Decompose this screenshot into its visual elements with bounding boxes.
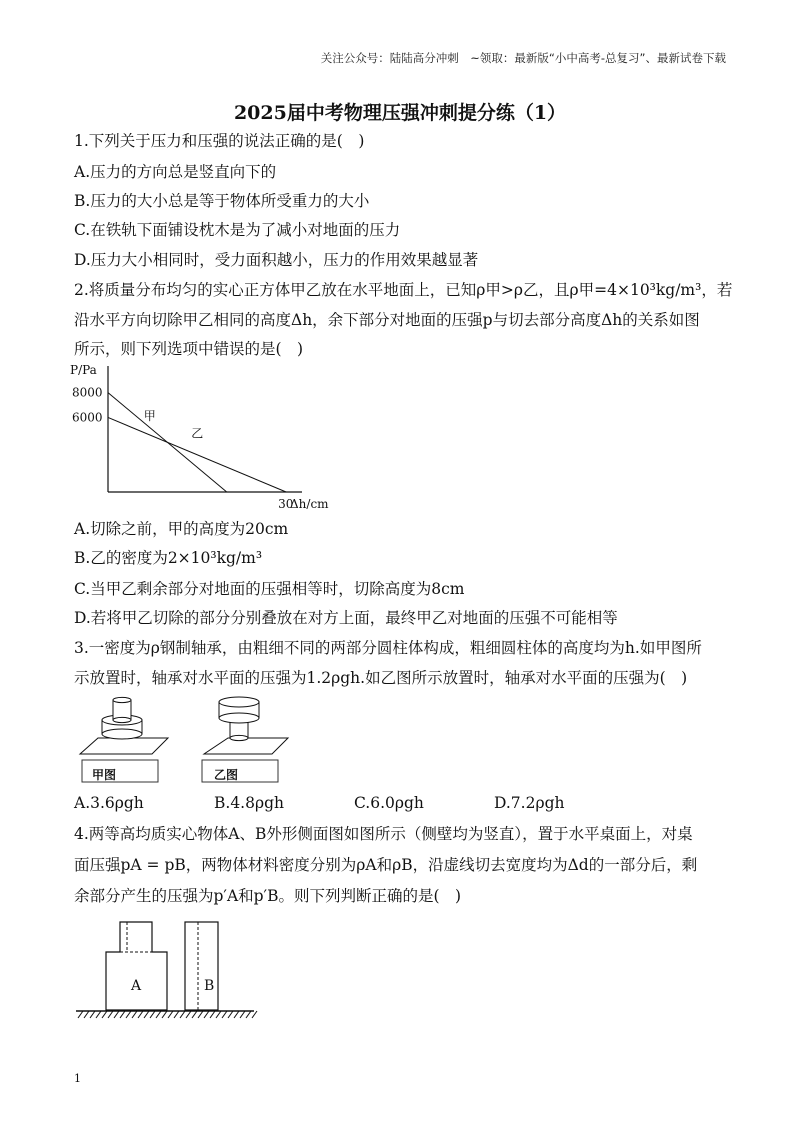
page-number: 1 <box>74 1072 81 1085</box>
q4-stem-line2: 面压强pA = pB，两物体材料密度分别为ρA和ρB，沿虚线切去宽度均为Δd的一部分后，剩 <box>74 856 698 874</box>
q1-option-a: A.压力的方向总是竖直向下的 <box>74 163 277 181</box>
y-axis-label: P/Pa <box>70 363 97 377</box>
q1-option-b: B.压力的大小总是等于物体所受重力的大小 <box>74 192 370 210</box>
ground-hatch-mark <box>174 1011 179 1018</box>
ground-hatch-mark <box>180 1011 185 1018</box>
ground-hatch-mark <box>192 1011 197 1018</box>
q4-stem-line3: 余部分产生的压强为p′A和p′B。则下列判断正确的是( ) <box>74 887 462 905</box>
q2-option-d: D.若将甲乙切除的部分分别叠放在对方上面，最终甲乙对地面的压强不可能相等 <box>74 609 618 627</box>
ground-hatch-mark <box>84 1011 89 1018</box>
q3-option-a: A.3.6ρgh <box>74 794 144 812</box>
ground-hatch-mark <box>198 1011 203 1018</box>
ground-hatch-mark <box>162 1011 167 1018</box>
ground-hatch-mark <box>132 1011 137 1018</box>
objects-ab-figure <box>70 918 260 1028</box>
q2-option-c: C.当甲乙剩余部分对地面的压强相等时，切除高度为8cm <box>74 580 465 598</box>
y-tick-label: 6000 <box>72 410 103 425</box>
q1-option-d: D.压力大小相同时，受力面积越小，压力的作用效果越显著 <box>74 251 479 269</box>
x-tick-label: 30 <box>278 497 294 511</box>
pressure-chart <box>66 362 329 514</box>
x-axis-label: Δh/cm <box>290 497 329 511</box>
q3-stem-line1: 3.一密度为ρ钢制轴承，由粗细不同的两部分圆柱体构成，粗细圆柱体的高度均为h.如甲图所 <box>74 639 702 657</box>
ground-hatch-mark <box>126 1011 131 1018</box>
page-title: 2025届中考物理压强冲刺提分练（1） <box>233 102 567 124</box>
y-tick-label: 8000 <box>72 385 103 400</box>
series-label-2: 乙 <box>191 426 204 441</box>
ground-hatch-mark <box>138 1011 143 1018</box>
q4-stem-line1: 4.两等高均质实心物体A、B外形侧面图如图所示（侧壁均为竖直），置于水平桌面上，对桌 <box>74 825 693 843</box>
object-a-label: A <box>131 978 142 994</box>
ground-hatch-mark <box>96 1011 101 1018</box>
ground-hatch-mark <box>102 1011 107 1018</box>
ground-hatch-mark <box>90 1011 95 1018</box>
q2-stem-line1: 2.将质量分布均匀的实心正方体甲乙放在水平地面上，已知ρ甲>ρ乙，且ρ甲=4×10³kg/m³，若 <box>74 281 733 299</box>
ground-hatch-mark <box>246 1011 251 1018</box>
q1-stem: 1.下列关于压力和压强的说法正确的是( ) <box>74 132 365 150</box>
ground-hatch-mark <box>120 1011 125 1018</box>
series-label-1: 甲 <box>143 408 156 423</box>
ground-hatch-mark <box>234 1011 239 1018</box>
figure-label-yi: 乙图 <box>214 768 239 782</box>
ground-hatch-mark <box>114 1011 119 1018</box>
ground-hatch-mark <box>186 1011 191 1018</box>
q2-stem-line2: 沿水平方向切除甲乙相同的高度Δh，余下部分对地面的压强p与切去部分高度Δh的关系如图 <box>74 311 700 329</box>
ground-hatch-mark <box>144 1011 149 1018</box>
q2-option-a: A.切除之前，甲的高度为20cm <box>74 520 289 538</box>
q3-stem-line2: 示放置时，轴承对水平面的压强为1.2ρgh.如乙图所示放置时，轴承对水平面的压强为( ) <box>74 669 688 687</box>
q2-option-b: B.乙的密度为2×10³kg/m³ <box>74 549 263 567</box>
ground-hatch-mark <box>204 1011 209 1018</box>
ground-hatch-mark <box>210 1011 215 1018</box>
ground-hatch-mark <box>108 1011 113 1018</box>
ground-hatch-mark <box>228 1011 233 1018</box>
q3-option-c: C.6.0ρgh <box>354 794 424 812</box>
ground-hatch-mark <box>150 1011 155 1018</box>
ground-hatch-mark <box>78 1011 83 1018</box>
q2-stem-line3: 所示，则下列选项中错误的是( ) <box>74 340 304 358</box>
ground-hatch-mark <box>222 1011 227 1018</box>
q1-option-c: C.在铁轨下面铺设枕木是为了减小对地面的压力 <box>74 221 401 239</box>
ground-hatch-mark <box>216 1011 221 1018</box>
ground-hatch-mark <box>252 1011 257 1018</box>
q3-option-d: D.7.2ρgh <box>494 794 565 812</box>
ground-hatch-mark <box>240 1011 245 1018</box>
figure-label-jia: 甲图 <box>92 768 117 782</box>
object-b-label: B <box>204 978 215 994</box>
ground-hatch-mark <box>156 1011 161 1018</box>
ground-hatch-mark <box>168 1011 173 1018</box>
header-note: 关注公众号：陆陆高分冲刺 ~领取：最新版“小中高考-总复习”、最新试卷下载 <box>320 51 726 65</box>
q3-option-b: B.4.8ρgh <box>214 794 284 812</box>
